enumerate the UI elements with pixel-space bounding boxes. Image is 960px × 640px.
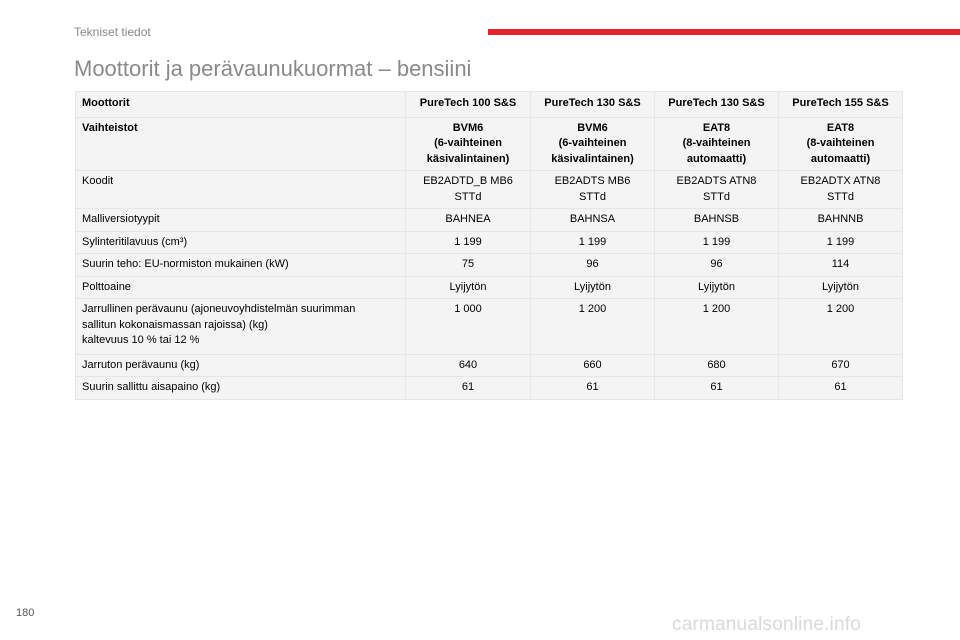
table-cell: 61 <box>531 377 655 400</box>
table-cell: Lyijytön <box>531 276 655 299</box>
table-cell: BAHNNB <box>779 209 903 232</box>
table-cell: 1 199 <box>779 231 903 254</box>
table-row <box>76 354 903 377</box>
table-cell: 114 <box>779 254 903 277</box>
table-cell: 1 200 <box>779 299 903 355</box>
table-row <box>76 299 903 355</box>
table-cell: 640 <box>406 354 531 377</box>
table-cell: 670 <box>779 354 903 377</box>
page-title: Moottorit ja perävaunukuormat – bensiini <box>74 56 472 81</box>
table-cell: 61 <box>406 377 531 400</box>
table-cell: 1 199 <box>655 231 779 254</box>
table-row <box>76 209 903 232</box>
table-cell: 1 200 <box>655 299 779 355</box>
table-cell: 1 199 <box>406 231 531 254</box>
table-cell: EB2ADTD_B MB6 STTd <box>406 171 531 209</box>
table-cell: 1 000 <box>406 299 531 355</box>
table-row <box>76 117 903 171</box>
row-label: Sylinteritilavuus (cm³) <box>76 231 406 254</box>
table-cell: Lyijytön <box>406 276 531 299</box>
table-cell: 96 <box>531 254 655 277</box>
column-header: PureTech 155 S&S <box>779 92 903 118</box>
table-cell: BAHNEA <box>406 209 531 232</box>
table-cell: 1 200 <box>531 299 655 355</box>
table-cell: EB2ADTS ATN8 STTd <box>655 171 779 209</box>
row-label: Koodit <box>76 171 406 209</box>
column-header: PureTech 130 S&S <box>531 92 655 118</box>
table-row <box>76 171 903 209</box>
row-label: Polttoaine <box>76 276 406 299</box>
table-cell: 1 199 <box>531 231 655 254</box>
table-cell: 660 <box>531 354 655 377</box>
column-header: Moottorit <box>76 92 406 118</box>
table-header-row <box>76 92 903 118</box>
row-label: Jarruton perävaunu (kg) <box>76 354 406 377</box>
row-label: Jarrullinen perävaunu (ajoneuvoyhdistelmän suurimman sallitun kokonaismassan rajoissa) (kg) kaltevuus 10 % tai 12 % <box>76 299 406 355</box>
row-label: Suurin sallittu aisapaino (kg) <box>76 377 406 400</box>
table-cell: BVM6 (6-vaihteinen käsivalintainen) <box>531 117 655 171</box>
section-accent-bar <box>488 29 960 35</box>
table-cell: 61 <box>655 377 779 400</box>
table-cell: BVM6 (6-vaihteinen käsivalintainen) <box>406 117 531 171</box>
column-header: PureTech 130 S&S <box>655 92 779 118</box>
table-cell: EB2ADTX ATN8 STTd <box>779 171 903 209</box>
table-row <box>76 254 903 277</box>
table-cell: EAT8 (8-vaihteinen automaatti) <box>655 117 779 171</box>
row-label: Suurin teho: EU-normiston mukainen (kW) <box>76 254 406 277</box>
table-cell: EB2ADTS MB6 STTd <box>531 171 655 209</box>
table-cell: Lyijytön <box>779 276 903 299</box>
page-number: 180 <box>16 607 35 619</box>
table-cell: 96 <box>655 254 779 277</box>
column-header: PureTech 100 S&S <box>406 92 531 118</box>
table-cell: BAHNSB <box>655 209 779 232</box>
table-cell: EAT8 (8-vaihteinen automaatti) <box>779 117 903 171</box>
table-cell: Lyijytön <box>655 276 779 299</box>
table-row <box>76 377 903 400</box>
table-cell: 61 <box>779 377 903 400</box>
engine-spec-table <box>75 91 903 400</box>
row-label: Malliversiotyypit <box>76 209 406 232</box>
table-cell: 680 <box>655 354 779 377</box>
table-cell: 75 <box>406 254 531 277</box>
section-label: Tekniset tiedot <box>74 25 151 39</box>
table-cell: BAHNSA <box>531 209 655 232</box>
table-row <box>76 276 903 299</box>
table-row <box>76 231 903 254</box>
row-label: Vaihteistot <box>76 117 406 171</box>
watermark: carmanualsonline.info <box>672 614 862 635</box>
